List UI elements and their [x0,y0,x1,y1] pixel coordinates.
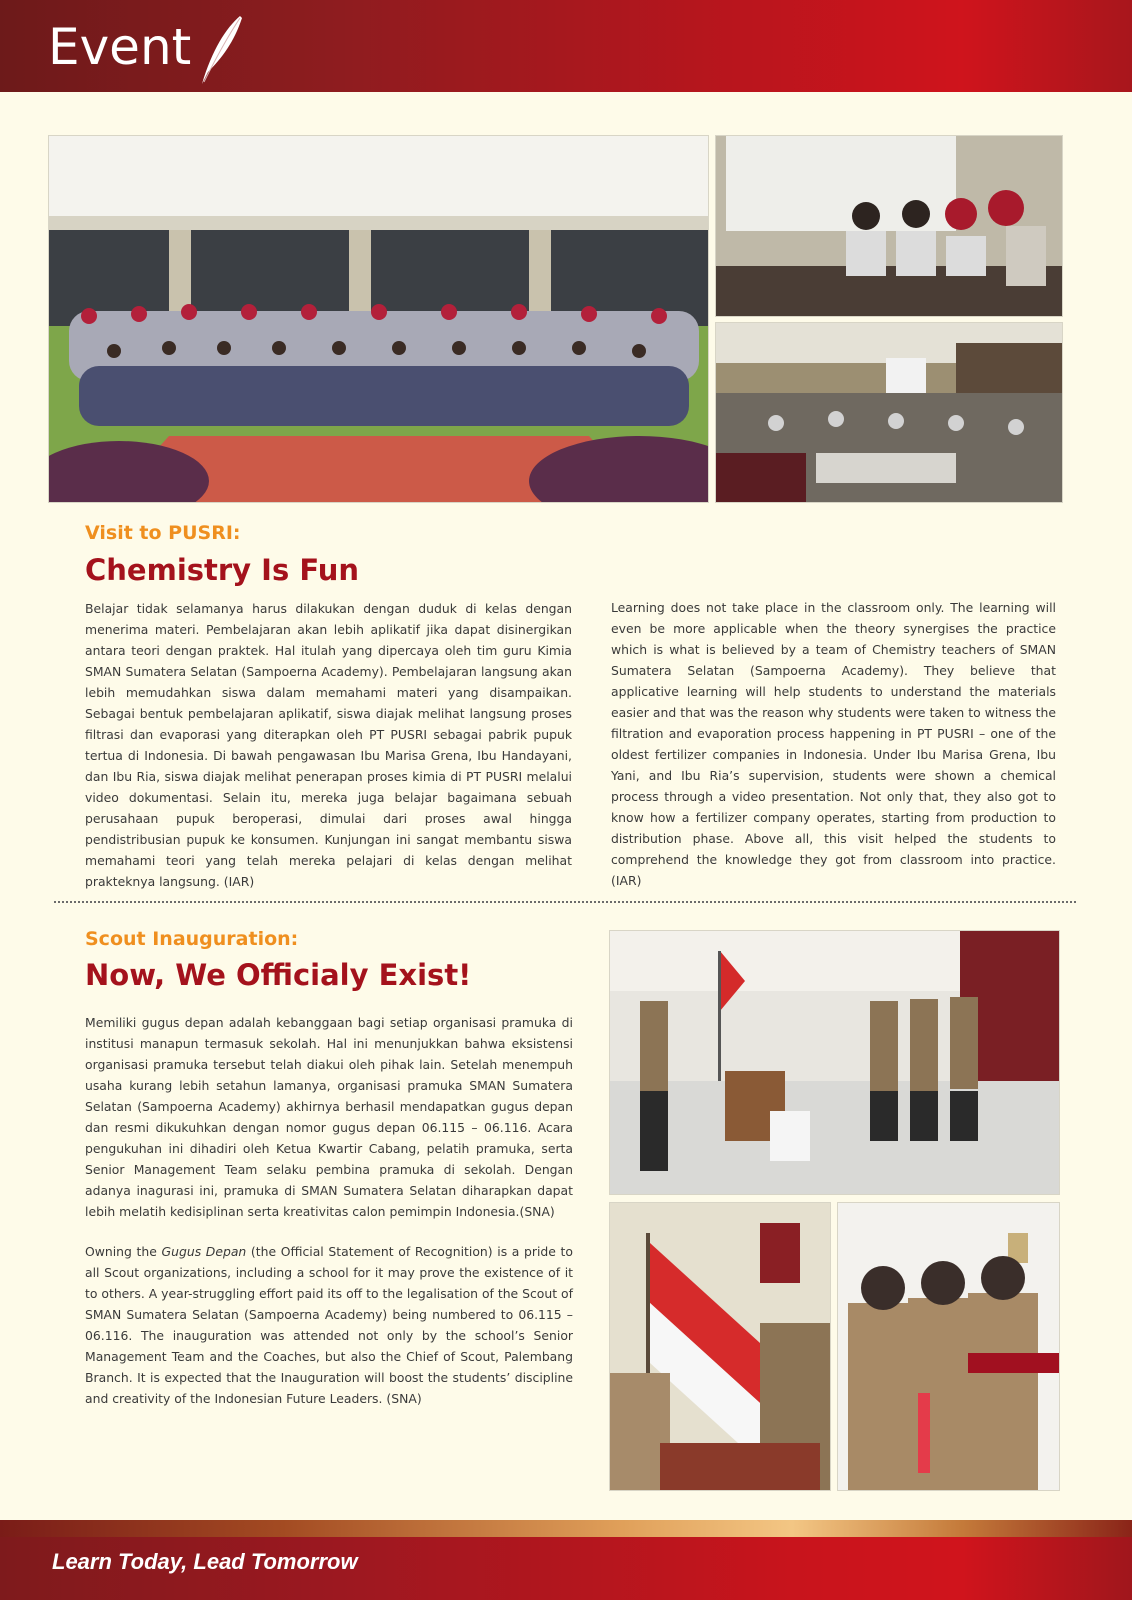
classroom-photo-1 [716,136,1062,316]
scout-ceremony-photo [610,931,1059,1194]
footer-accent-band [0,1520,1132,1537]
classroom-photo-2 [716,323,1062,502]
footer-tagline: Learn Today, Lead Tomorrow [52,1549,358,1574]
article2-headline: Now, We Officialy Exist! [85,958,472,992]
flag-handover-photo [610,1203,830,1490]
gugus-depan-term: Gugus Depan [161,1244,247,1259]
quill-icon [196,14,246,88]
article2-body-indonesian: Memiliki gugus depan adalah kebanggaan bagi setiap organisasi pramuka di institusi manapun termasuk sekolah. Hal ini menunjukkan bahwa eksistensi organisasi pramuka tersebut telah diakui oleh pihak lain. Setelah menempuh usaha kurang lebih setahun lamanya, organisasi pramuka SMAN Sumatera Selatan (Sampoerna Academy) akhirnya berhasil mendapatkan gugus depan dan resmi dikukuhkan dengan nomor gugus depan 06.115 – 06.116. Acara pengukuhan ini dihadiri oleh Ketua Kwartir Cabang, pelatih pramuka, serta Senior Management Team selaku pembina pramuka di sekolah. Dengan adanya inagurasi ini, pramuka di SMAN Sumatera Selatan diharapkan dapat lebih melatih kedisiplinan serta kreativitas calon pemimpin Indonesia.(SNA) [85,1015,573,1219]
scout-leaders-photo [838,1203,1059,1490]
article1-headline: Chemistry Is Fun [85,553,359,587]
article2-body-english [85,1241,573,1409]
group-photo [49,136,708,502]
header-banner [0,0,1132,92]
article2-kicker: Scout Inauguration: [85,928,299,950]
section-title: Event [48,18,192,76]
article2-body-english-rest: (the Official Statement of Recognition) is a pride to all Scout organizations, including a school for it may prove the existence of it to others. A year-struggling effort paid its off to the legalisation of the Scout of SMAN Sumatera Selatan (Sampoerna Academy) being numbered to 06.115 – 06.116. The inauguration was attended not only by the school’s Senior Management Team and the Coaches, but also the Chief of Scout, Palembang Branch. It is expected that the Inauguration will boost the students’ discipline and creativity of the Indonesian Future Leaders. (SNA) [85,1244,573,1406]
article1-body-english: Learning does not take place in the classroom only. The learning will even be more applicable when the theory synergises the practice which is what is believed by a team of Chemistry teachers of SMAN Sumatera Selatan (Sampoerna Academy). They believe that applicative learning will help students to understand the materials easier and that was the reason why students were taken to witness the filtration and evaporation process happening in PT PUSRI – one of the oldest fertilizer companies in Indonesia. Under Ibu Marisa Grena, Ibu Yani, and Ibu Ria’s supervision, students were shown a chemical process through a video presentation. Not only that, they also got to know how a fertilizer company operates, starting from production to distribution phase. Above all, this visit helped the students to comprehend the knowledge they got from classroom into practice. (IAR) [611,600,1056,888]
article1-kicker: Visit to PUSRI: [85,522,241,544]
article2-body-english-prefix: Owning the [85,1244,162,1259]
article1-body-indonesian: Belajar tidak selamanya harus dilakukan dengan duduk di kelas dengan menerima materi. Pembelajaran akan lebih aplikatif jika dapat disinergikan antara teori dengan praktek. Hal itulah yang dipercaya oleh tim guru Kimia SMAN Sumatera Selatan (Sampoerna Academy). Pembelajaran langsung akan lebih memudahkan siswa dalam memahami materi yang disampaikan. Sebagai bentuk pembelajaran aplikatif, siswa diajak melihat langsung proses filtrasi dan evaporasi yang diterapkan oleh PT PUSRI sebagai pabrik pupuk tertua di Indonesia. Di bawah pengawasan Ibu Marisa Grena, Ibu Handayani, dan Ibu Ria, siswa diajak melihat penerapan proses kimia di PT PUSRI melalui video dokumentasi. Selain itu, mereka juga belajar bagaimana sebuah perusahaan pupuk beroperasi, dimulai dari proses awal hingga pendistribusian pupuk ke konsumen. Kunjungan ini sangat membantu siswa memahami teori yang telah mereka pelajari di kelas dengan melihat prakteknya langsung. (IAR) [85,601,572,889]
section-divider [54,901,1076,903]
